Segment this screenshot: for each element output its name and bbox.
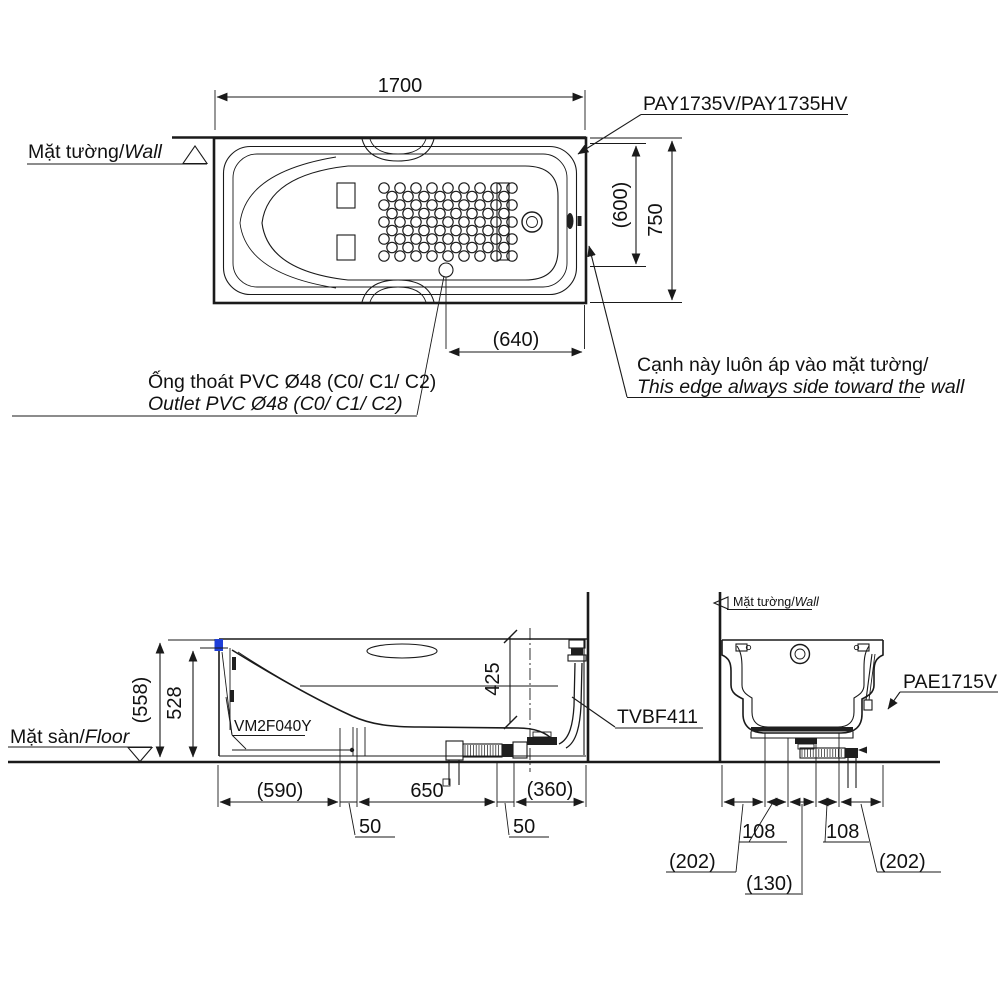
dim-130: (130)	[746, 873, 793, 895]
grab-slot	[367, 644, 437, 658]
outlet-note-en: Outlet PVC Ø48 (C0/ C1/ C2)	[148, 393, 403, 415]
dim-202-right: (202)	[879, 851, 926, 873]
outlet-marker	[439, 263, 453, 277]
end-section-view	[666, 592, 998, 895]
base-pad	[751, 727, 853, 732]
drain-kit-label: TVBF411	[617, 706, 698, 728]
model-label-end: PAE1715V	[903, 671, 997, 693]
drain-flange	[527, 737, 557, 745]
floor-label: Mặt sàn/Floor	[10, 726, 130, 748]
dim-50-left: 50	[359, 816, 382, 838]
dim-600: (600)	[610, 181, 632, 229]
dim-108-left: 108	[742, 821, 776, 843]
wall-label-top: Mặt tường/Wall	[28, 141, 162, 163]
outlet-elbow	[446, 741, 463, 760]
outlet-note-vi: Ống thoát PVC Ø48 (C0/ C1/ C2)	[148, 371, 437, 393]
grip-pad-left-top	[337, 183, 355, 208]
dim-50-right: 50	[513, 816, 536, 838]
dim-108-right: 108	[826, 821, 860, 843]
blue-marker	[215, 639, 224, 651]
dim-528: 528	[164, 686, 186, 720]
wall-datum-icon	[183, 146, 207, 164]
floor-datum-icon	[128, 748, 152, 762]
dim-425: 425	[482, 662, 504, 696]
edge-note-en: This edge always side toward the wall	[637, 376, 965, 398]
drain-hole	[522, 212, 542, 232]
dim-202-left: (202)	[669, 851, 716, 873]
dim-750: 750	[645, 203, 667, 237]
overflow-fitting	[567, 213, 574, 229]
top-plan-view	[12, 75, 965, 416]
dim-640: (640)	[492, 329, 540, 351]
dim-360: (360)	[526, 779, 574, 801]
dim-590: (590)	[256, 780, 304, 802]
tub-shell-outline	[722, 640, 883, 733]
wall-label-end: Mặt tường/Wall	[733, 595, 819, 609]
overflow-knob	[791, 645, 810, 664]
grip-pad-left-bottom	[337, 235, 355, 260]
tub-outer-rim	[214, 138, 586, 303]
side-section-view	[8, 592, 940, 838]
headrest-curve	[240, 157, 336, 288]
model-label-top: PAY1735V/PAY1735HV	[643, 93, 848, 115]
anti-slip-dot-pattern	[379, 183, 517, 261]
dim-1700: 1700	[377, 75, 423, 97]
part-label-vm2f040y: VM2F040Y	[234, 718, 312, 735]
dim-558: (558)	[130, 676, 152, 724]
edge-note-vi: Cạnh này luôn áp vào mặt tường/	[637, 354, 929, 376]
dim-650: 650	[410, 780, 444, 802]
